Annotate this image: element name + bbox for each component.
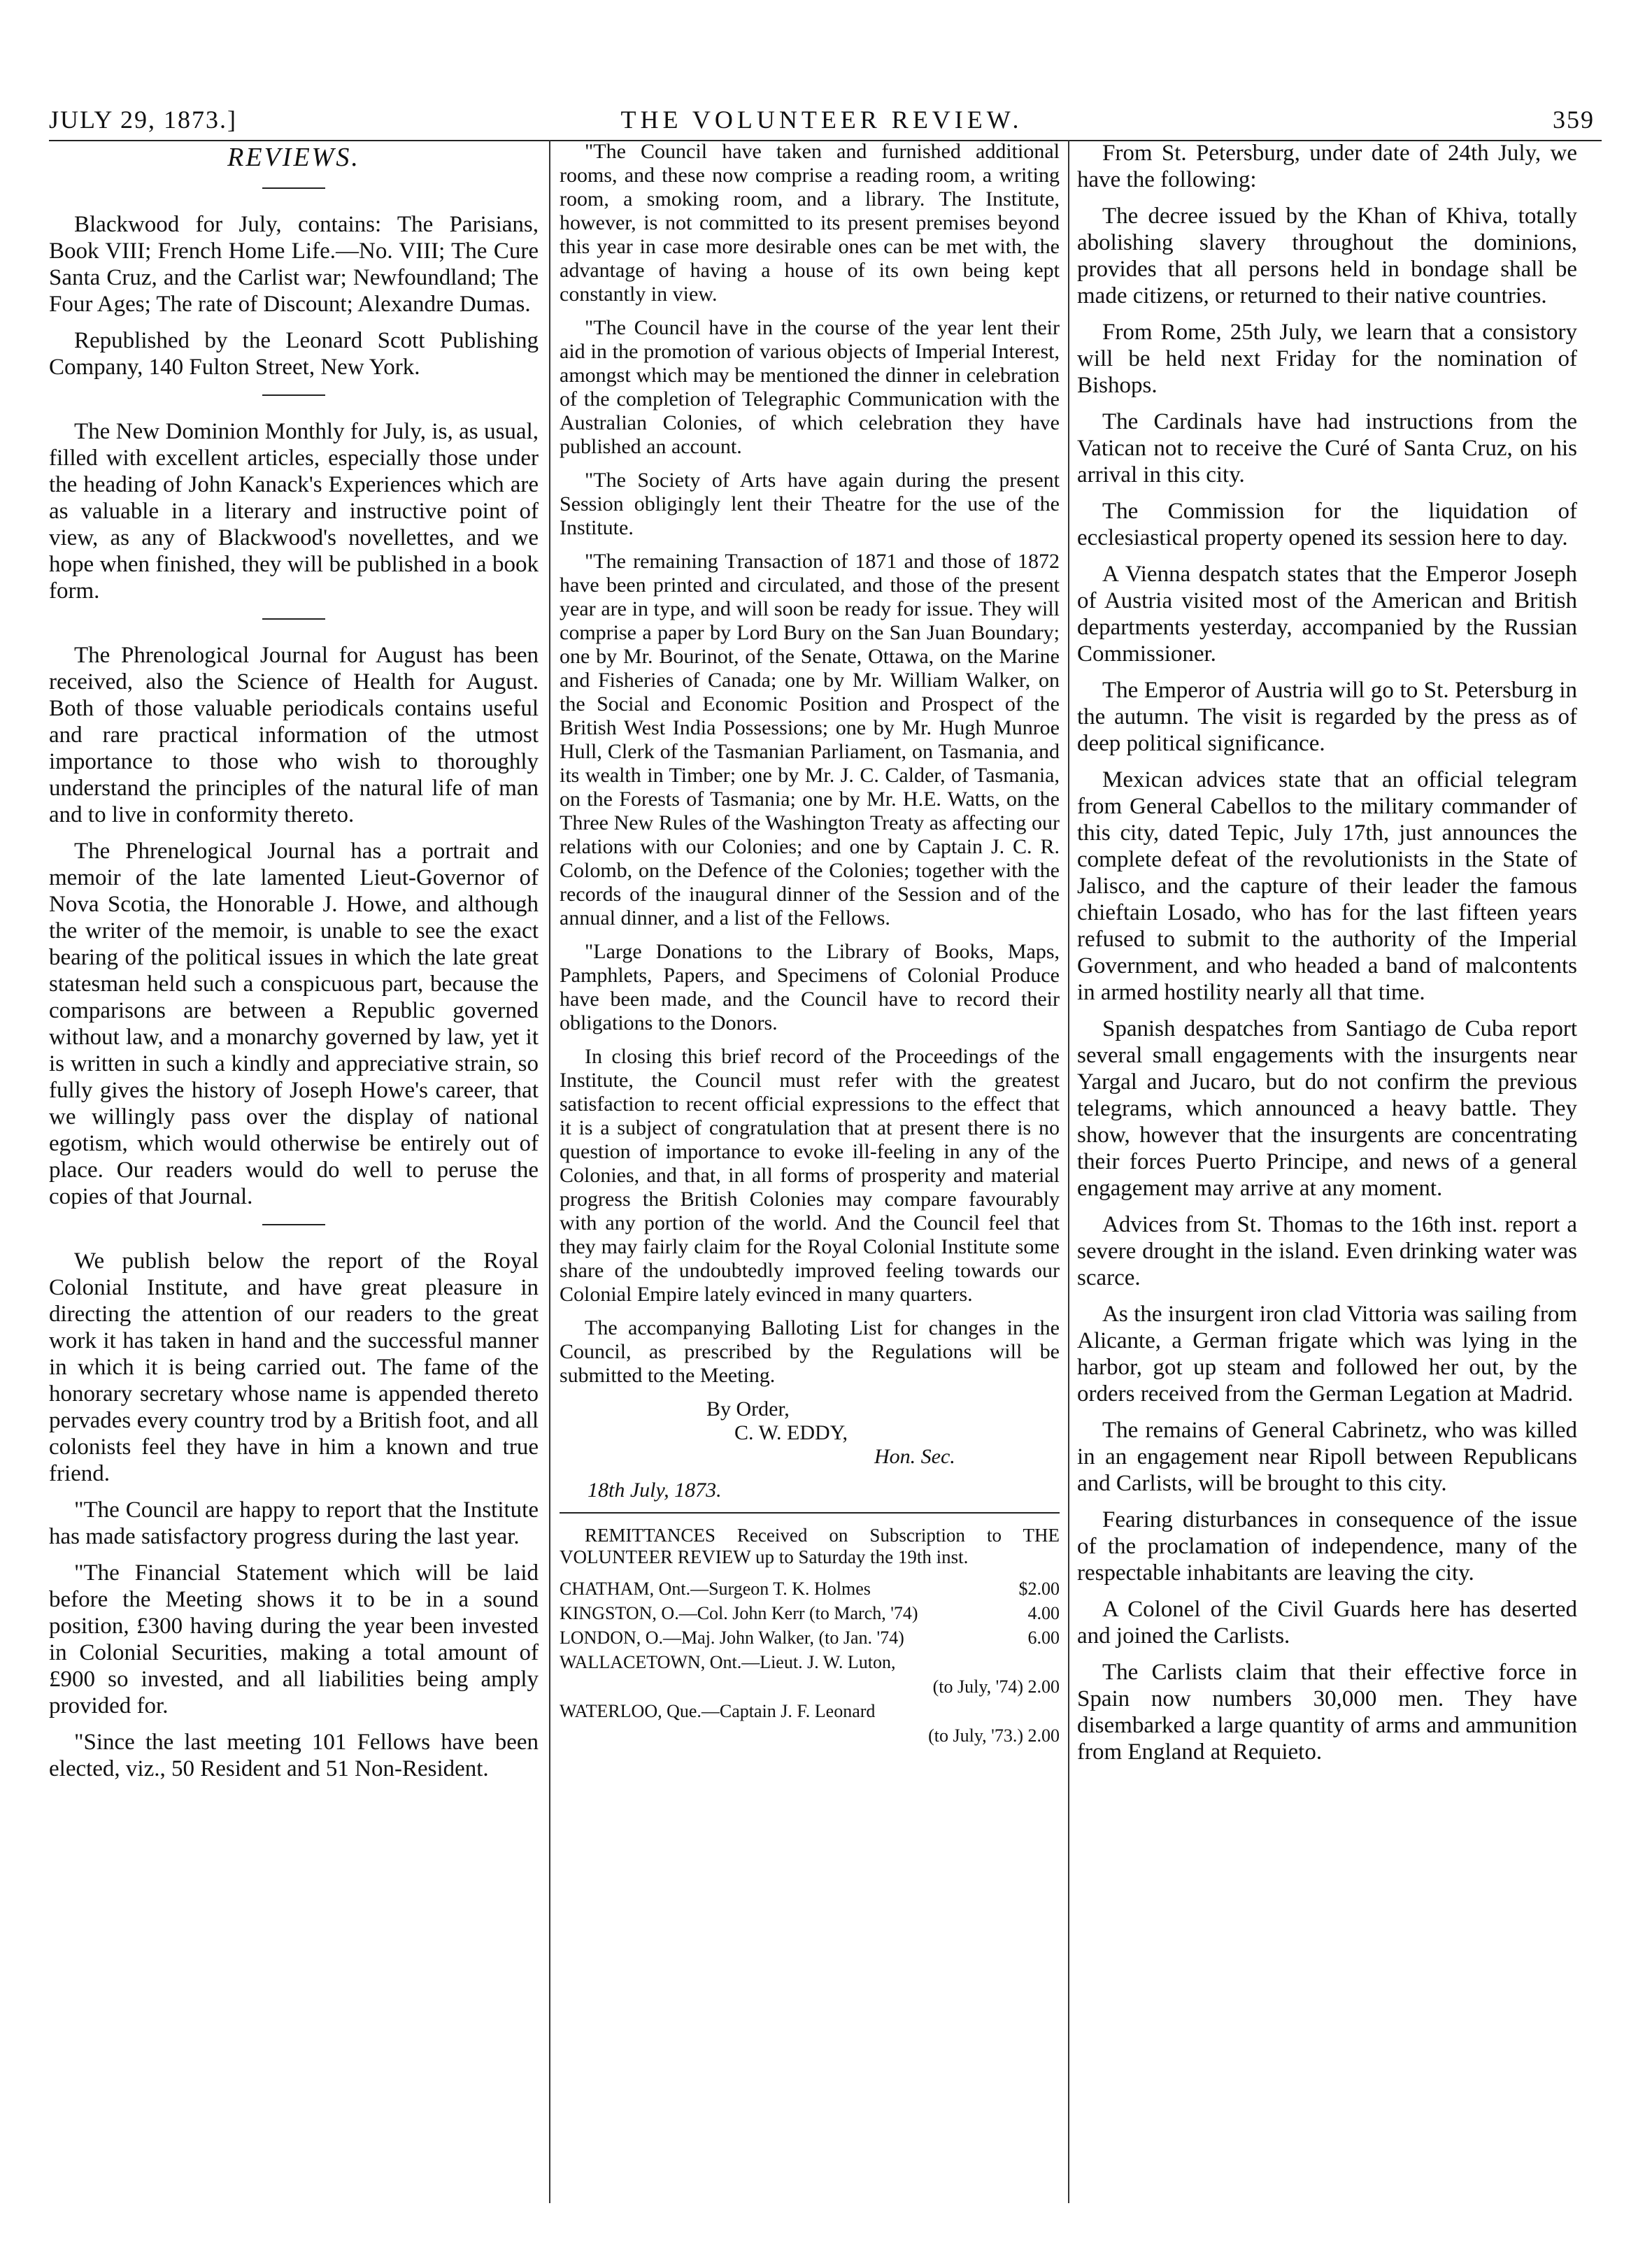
news-st-thomas: Advices from St. Thomas to the 16th inst. report a severe drought in the island. Even drinking water was scarce. bbox=[1077, 1212, 1577, 1290]
remittance-text: KINGSTON, O.—Col. John Kerr (to March, '74) bbox=[560, 1603, 918, 1623]
page-header bbox=[49, 105, 1595, 140]
review-divider bbox=[262, 394, 325, 396]
remittance-amount bbox=[1054, 1651, 1060, 1673]
report-fellows: "Since the last meeting 101 Fellows have been elected, viz., 50 Resident and 51 Non-Resident. bbox=[49, 1730, 539, 1781]
news-fearing: Fearing disturbances in consequence of the issue of the proclamation of independence, many of the respectable inhabitants are leaving the city. bbox=[1077, 1507, 1577, 1586]
remittance-text: WALLACETOWN, Ont.—Lieut. J. W. Luton, bbox=[560, 1652, 896, 1672]
report-society-arts: "The Society of Arts have again during the present Session obligingly lent their Theatre for the use of the Institute. bbox=[560, 469, 1060, 539]
review-divider bbox=[262, 1224, 325, 1225]
remittance-item bbox=[560, 1602, 1060, 1624]
news-cardinals: The Cardinals have had instructions from the Vatican not to receive the Curé of Santa Cruz, on his arrival in this city. bbox=[1077, 409, 1577, 487]
column-1 bbox=[49, 140, 539, 2210]
remittance-item bbox=[560, 1651, 1060, 1673]
report-rooms: "The Council have taken and furnished additional rooms, and these now comprise a reading room, a writing room, a smoking room, and a library. The Institute, however, is not committed to its present premises beyond this year in case more desirable ones can be met with, the advantage of having a house of its own being kept constantly in view. bbox=[560, 140, 1060, 306]
news-mexican: Mexican advices state that an official telegram from General Cabellos to the military commander of this city, dated Tepic, July 17th, just announces the complete defeat of the revolutionists in the State of Jalisco, and the capture of their leader the famous chieftain Losado, who has for the last fifteen years refused to submit to the authority of the Imperial Government, and who headed a band of malcontents in armed hostility nearly all that time. bbox=[1077, 767, 1577, 1005]
remittance-amount: $2.00 bbox=[1018, 1579, 1060, 1599]
remittance-amount: 4.00 bbox=[1027, 1603, 1060, 1623]
review-divider bbox=[262, 618, 325, 620]
report-balloting: The accompanying Balloting List for changes in the Council, as prescribed by the Regulations will be submitted to the Meeting. bbox=[560, 1316, 1060, 1387]
column-2 bbox=[560, 140, 1060, 2210]
remittance-amount: 6.00 bbox=[1027, 1628, 1060, 1648]
column-rule-2 bbox=[1068, 140, 1069, 2203]
review-blackwood: Blackwood for July, contains: The Parisians, Book VIII; French Home Life.—No. VIII; The Cure Santa Cruz, and the Carlist war; Newfoundland; The Four Ages; The rate of Discount; Alexandre Dumas. bbox=[49, 212, 539, 317]
column-rule-1 bbox=[549, 140, 550, 2203]
news-colonel: A Colonel of the Civil Guards here has deserted and joined the Carlists. bbox=[1077, 1597, 1577, 1649]
news-rome: From Rome, 25th July, we learn that a consistory will be held next Friday for the nomination of Bishops. bbox=[1077, 320, 1577, 398]
report-transactions: "The remaining Transaction of 1871 and those of 1872 have been printed and circulated, and those of the present year are in type, and will soon be ready for issue. They will comprise a paper by Lord Bury on the San Juan Boundary; one by Mr. Bourinot, of the Senate, Ottawa, on the Marine and Fisheries of Canada; one by Mr. William Walker, on the Social and Economic Position and Prospect of the British West India Possessions; one by Mr. Hugh Munroe Hull, Clerk of the Tasmanian Parliament, on Tasmania, and its wealth in Timber; one by Mr. J. C. Calder, of Tasmania, on the Forests of Tasmania; one by Mr. H.E. Watts, on the Three New Rules of the Washington Treaty as affecting our relations with our Colonies; and one by Captain J. C. R. Colomb, on the Defence of the Colonies; together with the records of the inaugural dinner of the Session and of the annual dinner, and a list of the Fellows. bbox=[560, 550, 1060, 930]
news-vienna: A Vienna despatch states that the Emperor Joseph of Austria visited most of the American and British departments yesterday, accompanied by the Russian Commissioner. bbox=[1077, 562, 1577, 667]
remittance-sub: (to July, '74) 2.00 bbox=[932, 1676, 1060, 1697]
by-order: By Order, bbox=[706, 1397, 790, 1421]
review-republished: Republished by the Leonard Scott Publishing Company, 140 Fulton Street, New York. bbox=[49, 328, 539, 380]
intro-royal-colonial: We publish below the report of the Royal Colonial Institute, and have great pleasure in directing the attention of our readers to the great work it has taken in hand and the successful manner in which it is being carried out. The fame of the honorary secretary whose name is appended thereto pervades every country trod by a British foot, and all colonists feel they have in him a known and true friend. bbox=[49, 1248, 539, 1486]
news-st-petersburg: From St. Petersburg, under date of 24th July, we have the following: bbox=[1077, 141, 1577, 192]
remittance-item bbox=[560, 1578, 1060, 1600]
remittance-amount bbox=[1054, 1700, 1060, 1722]
review-phrenological: The Phrenological Journal for August has been received, also the Science of Health for August. Both of those valuable periodicals contains useful and rare practical information of the utmost importance to those who wish to thoroughly understand the principles of the natural life of man and to live in conformity thereto. bbox=[49, 643, 539, 827]
remittances-list bbox=[560, 1578, 1060, 1746]
news-carlists: The Carlists claim that their effective force in Spain now numbers 30,000 men. They have disembarked a large quantity of arms and ammunition from England at Requieto. bbox=[1077, 1660, 1577, 1765]
report-closing: In closing this brief record of the Proceedings of the Institute, the Council must refer with the greatest satisfaction to recent official expressions to the effect that it is a subject of congratulation that at present there is no question of importance to evoke ill-feeling in any of the Colonies, and that, in all forms of prosperity and material progress the British Colonies may compare favourably with any portion of the world. And the Council feel that they may fairly claim for the Royal Colonial Institute some share of the undoubtedly improved feeling towards our Colonial Empire lately evinced in many quarters. bbox=[560, 1045, 1060, 1306]
news-khiva: The decree issued by the Khan of Khiva, totally abolishing slavery throughout the dominions, provides that all persons held in bondage shall be made citizens, or returned to their native countries. bbox=[1077, 204, 1577, 308]
column-3 bbox=[1077, 140, 1577, 2210]
remittance-item bbox=[560, 1700, 1060, 1722]
report-date: 18th July, 1873. bbox=[588, 1479, 722, 1502]
report-financial: "The Financial Statement which will be laid before the Meeting shows it to be in a sound position, £300 having during the year been invested in Colonial Securities, making a total amount of £900 so invested, and all liabilities being amply provided for. bbox=[49, 1560, 539, 1718]
remittance-item bbox=[560, 1627, 1060, 1649]
report-progress: "The Council are happy to report that the Institute has made satisfactory progress during the last year. bbox=[49, 1497, 539, 1549]
remittances-heading: REMITTANCES Received on Subscription to THE VOLUNTEER REVIEW up to Saturday the 19th inst. bbox=[560, 1512, 1060, 1568]
news-vittoria: As the insurgent iron clad Vittoria was sailing from Alicante, a German frigate which was lying in the harbor, got up steam and followed her out, by the orders received from the German Legation at Madrid. bbox=[1077, 1302, 1577, 1407]
header-date: JULY 29, 1873.] bbox=[49, 106, 238, 134]
header-title: THE VOLUNTEER REVIEW. bbox=[620, 106, 1023, 134]
review-phrenological-memoir: The Phrenelogical Journal has a portrait and memoir of the late lamented Lieut-Governor of Nova Scotia, the Honorable J. Howe, and although the writer of the memoir, is unable to see the exact bearing of the political issues in which the late great statesman held such a conspicuous part, because the comparisons are between a Republic governed without law, and a monarchy governed by law, yet it is written in such a kindly and appreciative strain, so fully gives the history of Joseph Howe's career, that we willingly pass over the display of national egotism, which would otherwise be entirely out of place. Our readers would do well to peruse the copies of that Journal. bbox=[49, 839, 539, 1209]
news-commission: The Commission for the liquidation of ecclesiastical property opened its session here to day. bbox=[1077, 499, 1577, 550]
report-donations: "Large Donations to the Library of Books, Maps, Pamphlets, Papers, and Specimens of Colonial Produce have been made, and the Council have to record their obligations to the Donors. bbox=[560, 940, 1060, 1034]
remittance-text: WATERLOO, Que.—Captain J. F. Leonard bbox=[560, 1701, 876, 1721]
news-cabrinetz: The remains of General Cabrinetz, who was killed in an engagement near Ripoll between Republicans and Carlists, will be brought to this city. bbox=[1077, 1418, 1577, 1496]
page-number: 359 bbox=[1553, 106, 1595, 134]
review-new-dominion: The New Dominion Monthly for July, is, as usual, filled with excellent articles, especially those under the heading of John Kanack's Experiences which are as valuable in a literary and instructive point of view, as any of Blackwood's novellettes, and we hope when finished, they will be published in a book form. bbox=[49, 419, 539, 604]
report-imperial: "The Council have in the course of the year lent their aid in the promotion of various objects of Imperial Interest, amongst which may be mentioned the dinner in celebration of the completion of Telegraphic Communication with the Australian Colonies, of which celebration they have published an account. bbox=[560, 316, 1060, 458]
section-title: REVIEWS. bbox=[227, 143, 360, 172]
news-emperor: The Emperor of Austria will go to St. Petersburg in the autumn. The visit is regarded by the press as of deep political significance. bbox=[1077, 678, 1577, 756]
remittance-text: LONDON, O.—Maj. John Walker, (to Jan. '74) bbox=[560, 1628, 904, 1648]
remittance-sub: (to July, '73.) 2.00 bbox=[928, 1725, 1060, 1746]
news-spanish: Spanish despatches from Santiago de Cuba report several small engagements with the insurgents near Yargal and Jucaro, but do not confirm the previous telegrams, which announced a heavy battle. They show, however that the insurgents are concentrating their forces Puerto Principe, and news of a general engagement may arrive at any moment. bbox=[1077, 1016, 1577, 1201]
signer-title: Hon. Sec. bbox=[874, 1445, 955, 1468]
section-divider bbox=[262, 187, 325, 189]
remittance-text: CHATHAM, Ont.—Surgeon T. K. Holmes bbox=[560, 1579, 871, 1599]
signer-name: C. W. EDDY, bbox=[734, 1421, 848, 1444]
